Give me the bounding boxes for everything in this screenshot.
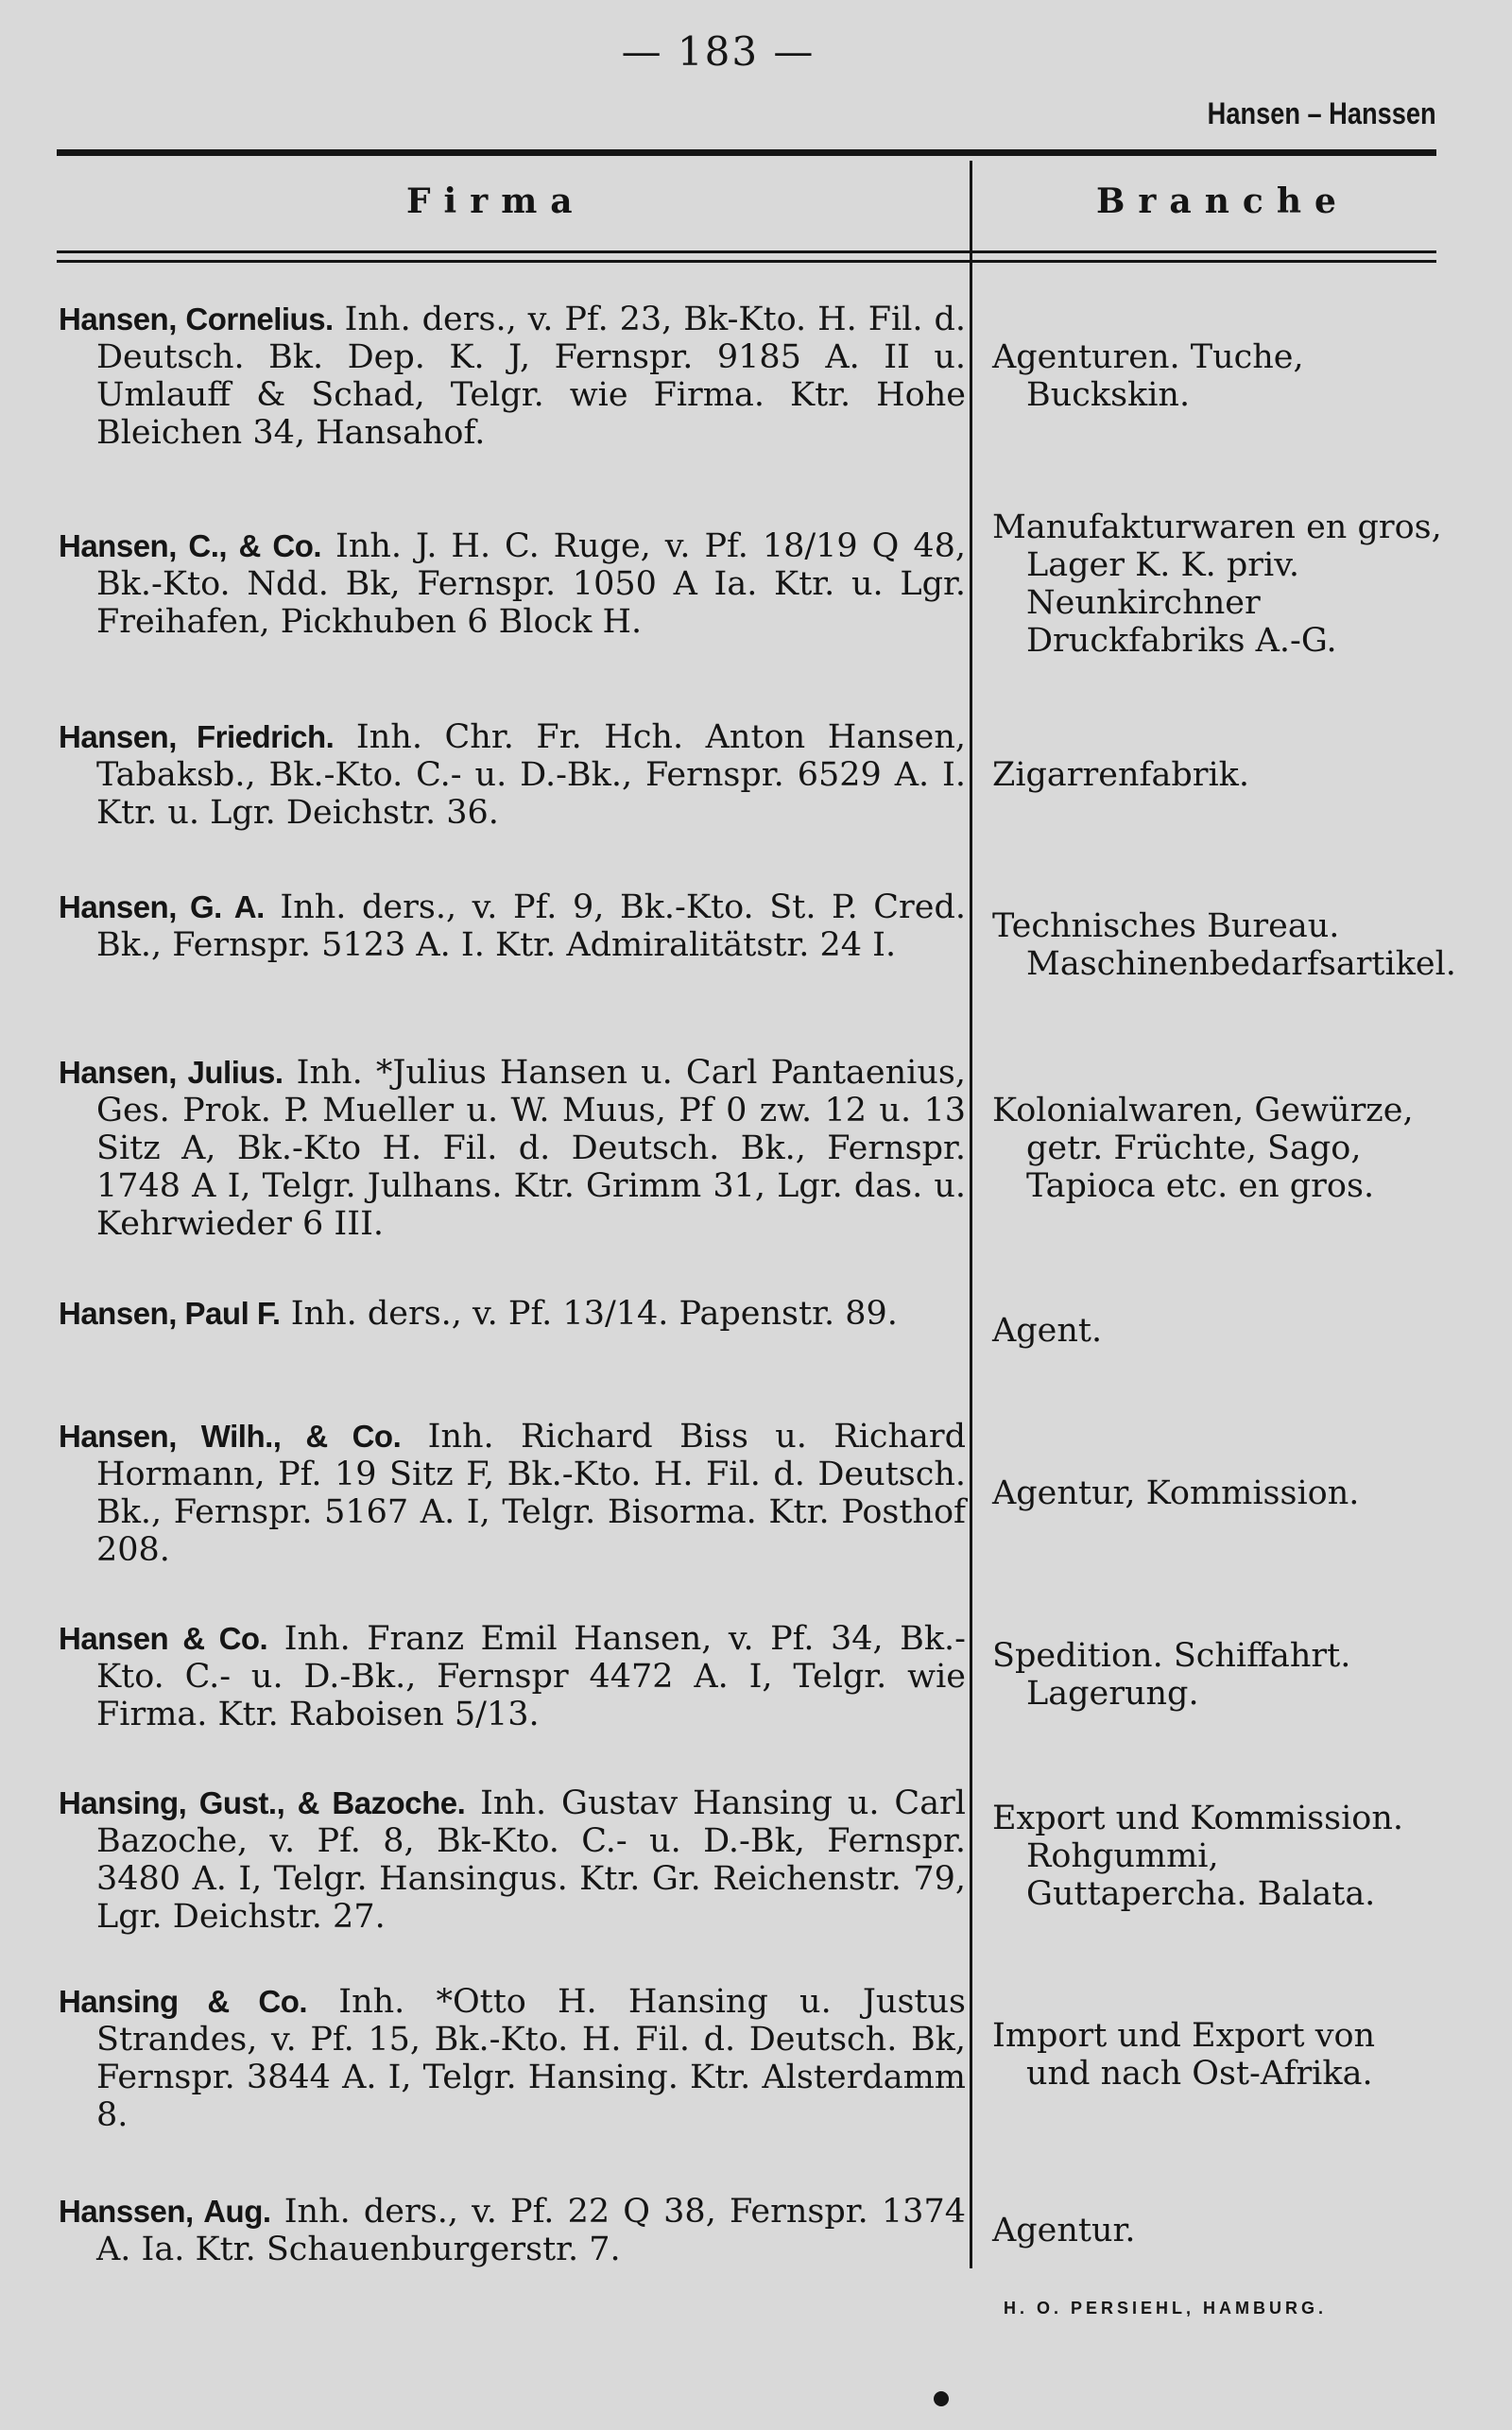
branche-text: Import und Export von und nach Ost-Afrika. xyxy=(992,2017,1376,2093)
branche-text: Agenturen. Tuche, Buckskin. xyxy=(992,338,1304,414)
branche-text: Manufakturwaren en gros, Lager K. K. priv. Neunkirchner Druckfabriks A.-G. xyxy=(992,508,1442,660)
firm-name: Hansen & Co. xyxy=(59,1621,268,1656)
firm-name: Hansen, G. A. xyxy=(59,889,265,924)
firm-details: Inh. Chr. Fr. Hch. Anton Hansen, Tabaksb., Bk.-Kto. C.- u. D.-Bk., Fernspr. 6529 A. I. Ktr. u. Lgr. Deichstr. 36. xyxy=(96,718,966,832)
firm-details: Inh. ders., v. Pf. 9, Bk.-Kto. St. P. Cred. Bk., Fernspr. 5123 A. I. Ktr. Admiralitätstr. 24 I. xyxy=(96,888,966,964)
firm-name: Hansen, C., & Co. xyxy=(59,528,322,563)
firm-name: Hansen, Friedrich. xyxy=(59,719,335,754)
column-header-branche: Branche xyxy=(1096,181,1349,221)
firm-details: Inh. ders., v. Pf. 22 Q 38, Fernspr. 1374 A. Ia. Ktr. Schauenburgerstr. 7. xyxy=(96,2193,966,2268)
branche-text: Kolonialwaren, Gewürze, getr. Früchte, Sago, Tapioca etc. en gros. xyxy=(992,1092,1414,1205)
header-rule-lower xyxy=(57,260,1436,263)
entry-branche xyxy=(992,1474,1446,1512)
firm-details: Inh. J. H. C. Ruge, v. Pf. 18/19 Q 48, Bk.-Kto. Ndd. Bk, Fernspr. 1050 A Ia. Ktr. u. Lgr. Freihafen, Pickhuben 6 Block H. xyxy=(96,527,966,641)
firm-details: Inh. Franz Emil Hansen, v. Pf. 34, Bk.-Kto. C.- u. D.-Bk., Fernspr 4472 A. I, Telgr. wie Firma. Ktr. Raboisen 5/13. xyxy=(96,1620,966,1733)
branche-text: Spedition. Schiffahrt. Lagerung. xyxy=(992,1637,1351,1713)
branche-text: Export und Kommission. Rohgummi, Guttapercha. Balata. xyxy=(992,1800,1404,1913)
entry-branche xyxy=(992,1800,1446,1913)
ink-dot xyxy=(934,2391,949,2406)
entry-firma xyxy=(59,2193,966,2268)
entry-firma xyxy=(59,1295,966,1333)
firm-details: Inh. ders., v. Pf. 13/14. Papenstr. 89. xyxy=(280,1295,898,1333)
branche-text: Agentur. xyxy=(992,2212,1136,2249)
entry-branche xyxy=(992,1637,1446,1713)
entry-branche xyxy=(992,508,1446,660)
entry-firma xyxy=(59,1418,966,1569)
firm-details: Inh. Richard Biss u. Richard Hormann, Pf. 19 Sitz F, Bk.-Kto. H. Fil. d. Deutsch. Bk., Fernspr. 5167 A. I, Telgr. Bisorma. Ktr. Posthof 208. xyxy=(96,1418,966,1569)
firm-name: Hansen, Julius. xyxy=(59,1055,284,1090)
firm-name: Hansing, Gust., & Bazoche. xyxy=(59,1785,466,1820)
entry-branche xyxy=(992,2212,1446,2249)
entry-branche xyxy=(992,338,1446,414)
top-rule xyxy=(57,149,1436,156)
entry-firma xyxy=(59,1784,966,1936)
page-number: — 183 — xyxy=(621,28,816,75)
entry-firma xyxy=(59,527,966,641)
branche-text: Agentur, Kommission. xyxy=(992,1474,1360,1512)
header-rule-upper xyxy=(57,250,1436,253)
entry-branche xyxy=(992,1092,1446,1205)
running-head: Hansen – Hanssen xyxy=(1208,96,1436,130)
firm-name: Hansing & Co. xyxy=(59,1984,308,2019)
branche-text: Technisches Bureau. Maschinenbedarfsartikel. xyxy=(992,907,1456,983)
firm-name: Hansen, Wilh., & Co. xyxy=(59,1419,402,1454)
entry-firma xyxy=(59,718,966,832)
entry-branche xyxy=(992,756,1446,794)
firm-details: Inh. ders., v. Pf. 23, Bk-Kto. H. Fil. d. Deutsch. Bk. Dep. K. J, Fernspr. 9185 A. II u. Umlauff & Schad, Telgr. wie Firma. Ktr. Hohe Bleichen 34, Hansahof. xyxy=(96,301,966,452)
firm-name: Hansen, Cornelius. xyxy=(59,302,334,336)
entry-branche xyxy=(992,2017,1446,2093)
column-divider xyxy=(970,161,972,2268)
firm-details: Inh. Gustav Hansing u. Carl Bazoche, v. Pf. 8, Bk-Kto. C.- u. D.-Bk, Fernspr. 3480 A. I, Telgr. Hansingus. Ktr. Gr. Reichenstr. 79, Lgr. Deichstr. 27. xyxy=(96,1784,966,1936)
column-header-firma: Firma xyxy=(406,181,586,221)
entry-branche xyxy=(992,907,1456,983)
firm-name: Hansen, Paul F. xyxy=(59,1296,281,1331)
entry-firma xyxy=(59,1620,966,1733)
entry-firma xyxy=(59,1983,966,2134)
branche-text: Agent. xyxy=(992,1312,1103,1350)
printer-imprint: H. O. PERSIEHL, HAMBURG. xyxy=(1004,2299,1328,2318)
entry-firma xyxy=(59,1054,966,1243)
firm-name: Hanssen, Aug. xyxy=(59,2194,271,2229)
firm-details: Inh. *Otto H. Hansing u. Justus Strandes, v. Pf. 15, Bk.-Kto. H. Fil. d. Deutsch. Bk, Fernspr. 3844 A. I, Telgr. Hansing. Ktr. Alsterdamm 8. xyxy=(96,1983,966,2134)
firm-details: Inh. *Julius Hansen u. Carl Pantaenius, Ges. Prok. P. Mueller u. W. Muus, Pf 0 zw. 12 u. 13 Sitz A, Bk.-Kto H. Fil. d. Deutsch. Bk., Fernspr. 1748 A I, Telgr. Julhans. Ktr. Grimm 31, Lgr. das. u. Kehrwieder 6 III. xyxy=(96,1054,966,1243)
entry-firma xyxy=(59,888,966,964)
branche-text: Zigarrenfabrik. xyxy=(992,756,1249,794)
entry-firma xyxy=(59,301,966,452)
entry-branche xyxy=(992,1312,1446,1350)
